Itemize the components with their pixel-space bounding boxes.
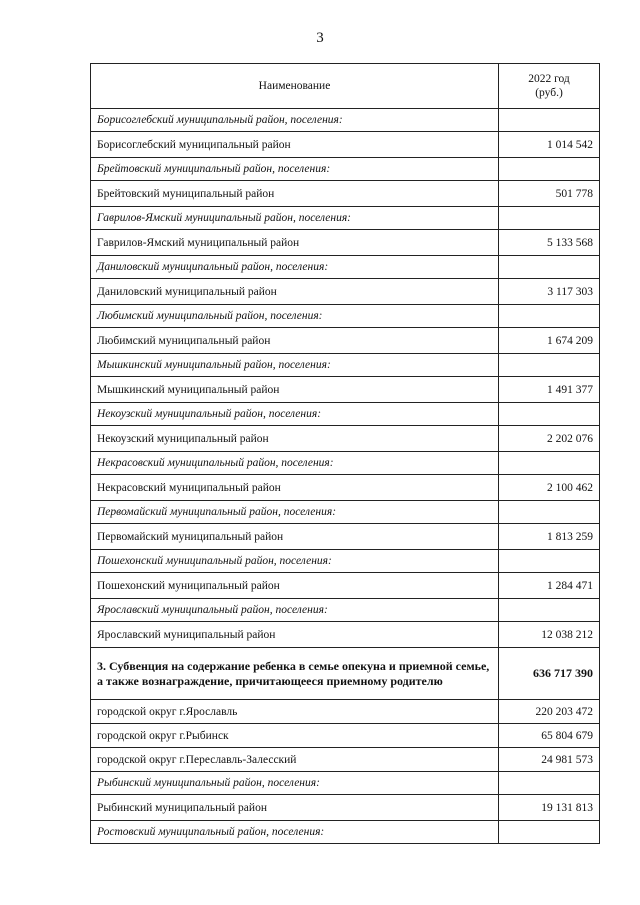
row-amount: 12 038 212 [499,622,600,648]
table-row [91,622,600,648]
row-amount: 65 804 679 [499,724,600,748]
row-amount [499,452,600,475]
row-amount: 1 284 471 [499,573,600,599]
table-body [91,109,600,844]
row-amount [499,354,600,377]
group-heading-row [91,354,600,377]
row-amount: 1 674 209 [499,328,600,354]
row-amount: 501 778 [499,181,600,207]
row-name: Рыбинский муниципальный район, поселения: [91,772,499,795]
row-name: городской округ г.Рыбинск [91,724,499,748]
row-amount: 1 014 542 [499,132,600,158]
group-heading-row [91,403,600,426]
row-amount [499,550,600,573]
row-amount: 19 131 813 [499,795,600,821]
table-row [91,524,600,550]
row-name: Брейтовский муниципальный район [91,181,499,207]
row-amount: 5 133 568 [499,230,600,256]
column-header-year: 2022 год [528,73,570,85]
row-name: Любимский муниципальный район, поселения: [91,305,499,328]
row-amount [499,207,600,230]
column-header-name: Наименование [91,64,499,109]
row-name: Мышкинский муниципальный район [91,377,499,403]
row-amount: 3 117 303 [499,279,600,305]
row-name: городской округ г.Переславль-Залесский [91,748,499,772]
group-heading-row [91,109,600,132]
group-heading-row [91,501,600,524]
row-name: Гаврилов-Ямский муниципальный район [91,230,499,256]
table-header-row [91,64,600,109]
row-name: городской округ г.Ярославль [91,700,499,724]
group-heading-row [91,821,600,844]
row-name: Некрасовский муниципальный район, поселения: [91,452,499,475]
row-name: Борисоглебский муниципальный район, поселения: [91,109,499,132]
row-name: Некоузский муниципальный район, поселения: [91,403,499,426]
table-row [91,426,600,452]
row-amount [499,501,600,524]
row-amount: 636 717 390 [499,648,600,700]
group-heading-row [91,207,600,230]
row-amount [499,158,600,181]
row-name: Пошехонский муниципальный район [91,573,499,599]
row-amount: 2 202 076 [499,426,600,452]
row-name: Мышкинский муниципальный район, поселения: [91,354,499,377]
row-name: Некоузский муниципальный район [91,426,499,452]
row-amount [499,772,600,795]
table-row [91,279,600,305]
row-amount [499,599,600,622]
column-header-amount [499,64,600,109]
row-name: Даниловский муниципальный район, поселения: [91,256,499,279]
row-name: Некрасовский муниципальный район [91,475,499,501]
page-number: 3 [316,30,324,46]
table-row [91,573,600,599]
column-header-unit: (руб.) [535,87,563,99]
table-row [91,328,600,354]
row-name: Рыбинский муниципальный район [91,795,499,821]
table-row [91,181,600,207]
row-amount [499,256,600,279]
row-amount: 24 981 573 [499,748,600,772]
group-heading-row [91,305,600,328]
row-name: 3. Субвенция на содержание ребенка в семье опекуна и приемной семье, а также вознаграждение, причитающееся приемному родителю [91,648,499,700]
group-heading-row [91,599,600,622]
group-heading-row [91,158,600,181]
row-amount [499,821,600,844]
row-name: Ярославский муниципальный район, поселения: [91,599,499,622]
row-amount: 1 491 377 [499,377,600,403]
row-name: Первомайский муниципальный район, поселения: [91,501,499,524]
table-row [91,132,600,158]
table-row [91,377,600,403]
row-name: Ростовский муниципальный район, поселения: [91,821,499,844]
row-amount: 220 203 472 [499,700,600,724]
group-heading-row [91,452,600,475]
table-row [91,475,600,501]
table-row [91,700,600,724]
section-total-row [91,648,600,700]
row-name: Первомайский муниципальный район [91,524,499,550]
row-name: Даниловский муниципальный район [91,279,499,305]
row-amount: 2 100 462 [499,475,600,501]
row-name: Любимский муниципальный район [91,328,499,354]
budget-table [90,63,600,844]
row-amount: 1 813 259 [499,524,600,550]
row-name: Брейтовский муниципальный район, поселения: [91,158,499,181]
row-amount [499,109,600,132]
group-heading-row [91,550,600,573]
row-name: Гаврилов-Ямский муниципальный район, поселения: [91,207,499,230]
row-amount [499,403,600,426]
group-heading-row [91,256,600,279]
row-name: Пошехонский муниципальный район, поселения: [91,550,499,573]
row-amount [499,305,600,328]
row-name: Ярославский муниципальный район [91,622,499,648]
table-row [91,230,600,256]
group-heading-row [91,772,600,795]
table-row [91,748,600,772]
row-name: Борисоглебский муниципальный район [91,132,499,158]
table-row [91,724,600,748]
table-row [91,795,600,821]
